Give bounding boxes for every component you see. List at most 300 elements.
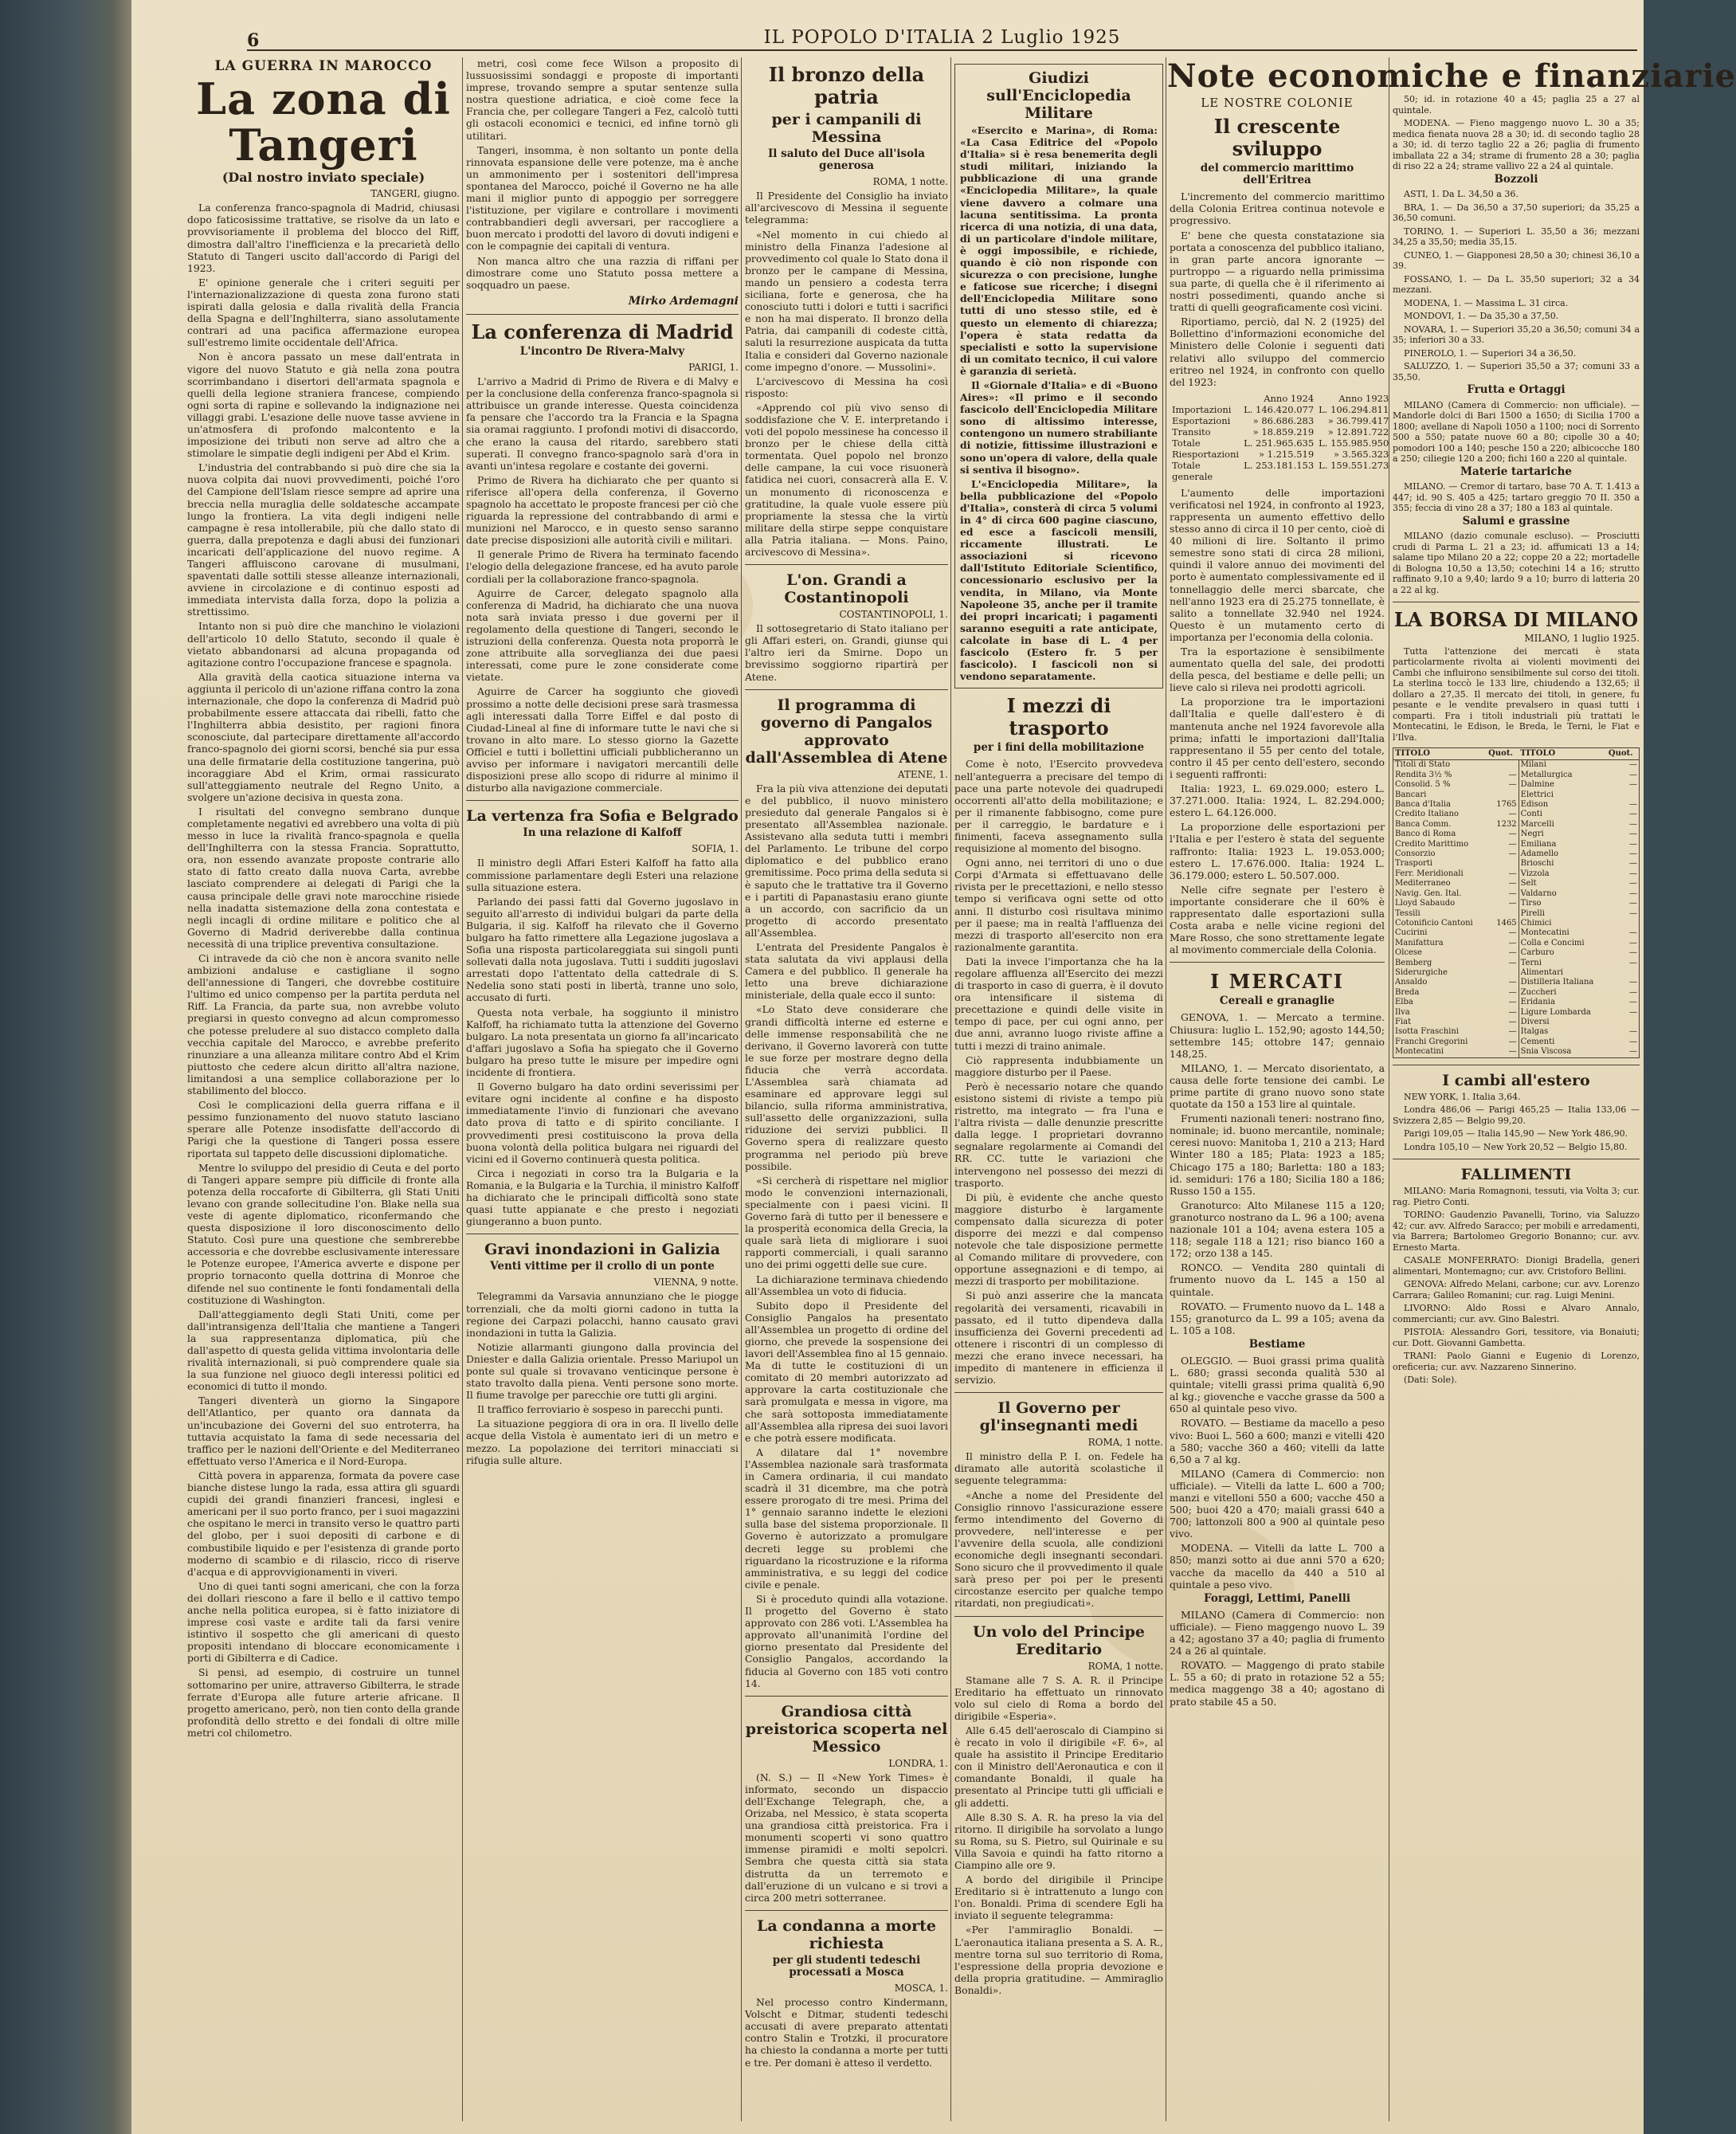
table-cell: Adamello bbox=[1520, 849, 1559, 859]
table-cell: — bbox=[1607, 1038, 1640, 1047]
table-cell: Fiat bbox=[1395, 1017, 1412, 1026]
table-cell: Ilva bbox=[1395, 1007, 1410, 1017]
section-subhead: Bestiame bbox=[1248, 1337, 1306, 1351]
page-number: 6 bbox=[247, 30, 260, 51]
paragraph: Tra la esportazione è sensibilmente aumentato quella del sale, dei prodotti della pesca, del bestiame e delle pelli; un lieve calo si rileva nei prodotti agricoli. bbox=[1170, 645, 1385, 694]
paragraph: MODENA. — Fieno maggengo nuovo L. 30 a 35; medica fienata nuova 28 a 30; id. di secondo taglio 28 a 30; id. di terzo taglio 22 a 26; paglia di frumento imballata 22 a 34; strame di frumento 28 a 30; paglia di riso 22 a 24; strame vallivo 22 a 24 al quintale. bbox=[1393, 118, 1640, 171]
paragraph: La proporzione tra le importazioni dall'Italia e quelle dall'estero è di mantenuta anche nel 1924 favorevole alla prima; infatti le importazioni dall'Italia rappresentano il 55 per cento del totale, contro il 45 per cento dell'estero, secondo i seguenti raffronti: bbox=[1170, 696, 1385, 780]
author-signature: Mirko Ardemagni bbox=[628, 294, 739, 308]
table-cell: Importazioni bbox=[1172, 403, 1232, 415]
table-cell: Marcelli bbox=[1520, 819, 1554, 829]
section-subhead: Frutta e Ortaggi bbox=[1467, 383, 1566, 396]
table-cell: — bbox=[1487, 998, 1519, 1007]
table-cell: Transito bbox=[1172, 426, 1211, 437]
paragraph: «Apprendo col più vivo senso di soddisfazione che V. E. interpretando i voti del popolo messinese ha concesso il bronzo per le chiese della città tormentata. Quel popolo nel bronzo delle campane, la cui voce risuonerà fatidica nei cuori, consacrerà alla E. V. un monumento di riconoscenza e gratitudine, la quale vuole essere più propriamente la stessa che la virtù militare della stirpe seppe conquistare alla Patria italiana. — Mons. Paino, arcivescovo di Messina». bbox=[745, 401, 948, 558]
paragraph: GENOVA: Alfredo Melani, carbone; cur. avv. Lorenzo Carrara; Galileo Romanini; cur. rag. Luigi Menini. bbox=[1393, 1279, 1640, 1300]
table-cell: — bbox=[1607, 800, 1640, 810]
table-cell: Italgas bbox=[1520, 1027, 1549, 1037]
table-cell: — bbox=[1607, 780, 1640, 790]
table-row bbox=[1393, 810, 1640, 819]
paragraph: ROVATO. — Bestiame da macello a peso vivo: Buoi L. 560 a 600; manzi e vitelli 420 a 580; vacche 360 a 460; vitelli da latte 6,50 a 7 al kg. bbox=[1170, 1417, 1385, 1465]
article-body bbox=[466, 375, 739, 794]
divider bbox=[745, 1910, 948, 1911]
table-row bbox=[1393, 909, 1640, 919]
article-headline-eritrea: Il crescente sviluppo bbox=[1213, 115, 1341, 161]
section-headline-mercati: I MERCATI bbox=[1210, 970, 1344, 994]
table-cell: » 18.859.219 bbox=[1252, 426, 1315, 437]
table-row bbox=[1170, 426, 1391, 437]
article-body bbox=[1170, 190, 1385, 388]
table-row bbox=[1393, 1047, 1640, 1057]
paragraph: Nelle cifre segnate per l'estero è importante considerare che il 60% è rappresentato dalle esportazioni sulla Costa araba e nelle vicine regioni del Mare Rosso, che sono strettamente legate al movimento commerciale della Colonia. bbox=[1170, 883, 1385, 956]
paragraph: L'entrata del Presidente Pangalos è stata salutata da vivi applausi della Camera e del pubblico. Il generale ha letto una breve dichiarazione ministeriale, della quale ecco il sunto: bbox=[745, 940, 948, 1002]
paragraph: BRA, 1. — Da 36,50 a 37,50 superiori; da 35,25 a 36,50 comuni. bbox=[1393, 202, 1640, 223]
paragraph: L'arcivescovo di Messina ha così risposto: bbox=[745, 375, 948, 399]
table-cell: Mediterraneo bbox=[1395, 879, 1451, 889]
paragraph: E' opinione generale che i criteri seguiti per l'internazionalizzazione di questa zona furono stati ispirati dalla gelosia e dalla rivalità della Francia della Spagna e dell'Inghilterra, siano assolutamente contrari ad una pacifica affermazione europea sull'estremo limite occidentale dell'Africa. bbox=[187, 276, 460, 349]
paragraph: Aguirre de Carcer, delegato spagnolo alla conferenza di Madrid, ha dichiarato che una nuova nota sarà inviata presso i due governi per il regolamento della questione di Tangeri, secondo le istruzioni della conferenza. Questa nota proporrà le zone attribuite alla sorveglianza dei due paesi interessati, come pure le zone considerate come vietate. bbox=[466, 586, 739, 684]
table-row bbox=[1393, 889, 1640, 899]
article-body bbox=[1170, 487, 1385, 956]
table-cell: — bbox=[1607, 928, 1640, 938]
table-row bbox=[1170, 449, 1391, 460]
table-cell: — bbox=[1487, 899, 1519, 908]
table-cell: Trasporti bbox=[1395, 859, 1432, 869]
article-body bbox=[466, 1290, 739, 1465]
table-header-cell: TITOLO bbox=[1519, 748, 1607, 760]
table-cell: Elba bbox=[1395, 998, 1413, 1007]
table-cell: Eridania bbox=[1520, 998, 1555, 1007]
article-subhead: per i campanili di Messina bbox=[771, 111, 922, 146]
table-cell: Siderurgiche bbox=[1395, 967, 1448, 977]
column-4 bbox=[954, 57, 1163, 2121]
table-cell: — bbox=[1607, 830, 1640, 839]
article-subhead: per gli studenti tedeschi processati a Mosca bbox=[772, 1953, 921, 1979]
table-cell: — bbox=[1607, 948, 1640, 958]
table-cell: Cementi bbox=[1520, 1037, 1555, 1046]
column-3 bbox=[745, 57, 948, 2121]
paragraph: NOVARA, 1. — Superiori 35,20 a 36,50; comuni 34 a 35; inferiori 30 a 33. bbox=[1393, 324, 1640, 345]
paragraph: Ogni anno, nei territori di uno o due Corpi d'Armata si effettuavano delle rivista per le precettazioni, e nello stesso tempo si verificava ogni sette od otto anni. Il disturbo così risultava minimo per il paese; ma in realtà l'affluenza dei mezzi di trasporto all'esercito non era razionalmente garantita. bbox=[954, 857, 1163, 953]
section-subhead: Salumi e grassine bbox=[1462, 514, 1570, 528]
article-body bbox=[954, 1674, 1163, 1996]
dateline: MILANO, 1 luglio 1925. bbox=[1524, 633, 1640, 644]
paragraph: MODENA. — Vitelli da latte L. 700 a 850; manzi sotto ai due anni 570 a 620; vacche da macello da 440 a 510 al quintale a peso vivo. bbox=[1170, 1542, 1385, 1591]
table-cell: Tirso bbox=[1520, 899, 1542, 908]
paragraph: MODENA, 1. — Massima L. 31 circa. bbox=[1404, 297, 1569, 308]
paragraph: Non manca altro che una razzia di riffani per dimostrare come uno Statuto possa mettere a soqquadro un paese. bbox=[466, 254, 739, 291]
table-cell: Manifattura bbox=[1395, 938, 1444, 947]
table-header-cell bbox=[1170, 393, 1241, 404]
divider bbox=[954, 1392, 1163, 1393]
table-cell: — bbox=[1487, 869, 1519, 879]
paragraph: Riportiamo, perciò, dal N. 2 (1925) del Bollettino d'informazioni economiche del Ministero delle Colonie i seguenti dati relativi allo sviluppo del commercio eritreo nel 1924, in confronto con quello del 1923: bbox=[1170, 316, 1385, 388]
article-headline-messico: Grandiosa città preistorica scoperta nel Messico bbox=[745, 1702, 948, 1755]
paragraph: Come è noto, l'Esercito provvedeva nell'anteguerra a precisare del tempo di pace una parte notevole dei quadrupedi occorrenti all'atto della mobilitazione; e per il rimanente fabbisogno, come pure per il carreggio, le bardature e i finimenti, faceva assegnamento sulla requisizione al momento del bisogno. bbox=[954, 758, 1163, 855]
article-subhead: (Dal nostro inviato speciale) bbox=[221, 170, 425, 186]
trade-table-body bbox=[1170, 404, 1391, 482]
table-cell: — bbox=[1607, 810, 1640, 819]
dateline: ROMA, 1 notte. bbox=[1087, 1437, 1163, 1449]
dateline: COSTANTINOPOLI, 1. bbox=[839, 609, 948, 621]
paragraph: Italia: 1923, L. 69.029.000; estero L. 37.271.000. Italia: 1924, L. 82.294.000; estero L. 64.126.000. bbox=[1170, 783, 1385, 819]
table-cell: Riesportazioni bbox=[1172, 448, 1240, 460]
table-cell: Lloyd Sabaudo bbox=[1395, 899, 1456, 908]
paragraph: Subito dopo il Presidente del Consiglio Pangalos ha presentato all'Assemblea un progetto di ordine del giorno, che prevede la sospensione dei lavori dell'Assemblea fino al 15 gennaio. Ma di tutte le costituzioni di un comitato di 20 membri autorizzato ad approvare la carta costituzionale che sarà promulgata e messa in vigore, ma che sarà sottoposta immediatamente all'Assemblea alla ripresa dei suoi lavori e che potrà essere modificata. bbox=[745, 1299, 948, 1444]
table-row bbox=[1393, 820, 1640, 830]
table-cell: — bbox=[1487, 830, 1519, 839]
paragraph: Dall'atteggiamento degli Stati Uniti, come per dall'intransigenza dell'Italia che mantiene a Tangeri la sua rappresentanza diplomatica, più che dall'aspetto di questa gelida vittima involontaria delle rivalità internazionali, si può comprendere quale sia la sua funzione nel giuoco degli interessi politici ed economici di tutto il mondo. bbox=[187, 1308, 460, 1393]
market-body bbox=[1170, 1011, 1385, 1336]
paragraph: «Nel momento in cui chiedo al ministro della Finanza l'adesione al provvedimento col quale lo Stato dona il bronzo per le campane di Messina, mando un pensiero a codesta terra siciliana, forte e generosa, che ha conosciuto tutti i dolori e tutti i sacrifici e non ha mai disperato. Il bronzo della Patria, dai campanili di codeste città, saluti la resurrezione auspicata da tutta Italia e consideri dal Governo nazionale come impegno d'onore. — Mussolini». bbox=[745, 228, 948, 373]
table-cell: — bbox=[1607, 978, 1640, 987]
table-cell: — bbox=[1607, 939, 1640, 948]
table-row bbox=[1393, 840, 1640, 849]
table-header-row bbox=[1393, 748, 1640, 760]
paragraph: La conferenza franco-spagnola di Madrid, chiusasi dopo faticosissime trattative, se risolve da un lato e provvisoriamente il problema del blocco del Riff, dimostra dall'altro l'inefficienza e la precarietà dello Statuto di Tangeri uscito dall'accordo di Parigi del 1923. bbox=[187, 202, 460, 274]
table-cell bbox=[1487, 968, 1519, 978]
table-cell: Valdarno bbox=[1520, 889, 1557, 898]
dateline: MOSCA, 1. bbox=[894, 1983, 948, 1994]
paragraph: Non è ancora passato un mese dall'entrata in vigore del nuovo Statuto e già nella zona poutra scorrimbandano i disertori dell'armata spagnola e quelli della legione straniera francese, compiendo ogni sorta di rapine e sollevando la indignazione nei villaggi grabi. L'esazione delle nuove tasse avviene in un'atmosfera di profondo malcontento e la imposizione dei tributi non serve ad altro che a stimolare le simpatie degli indigeni per Abd el Krim. bbox=[187, 351, 460, 460]
paragraph: L'aumento delle importazioni verificatosi nel 1924, in confronto al 1923, rappresenta un aumento effettivo dello stesso anno di circa il 10 per cento, cioè di 40 milioni di lire. Soltanto il primo semestre sono stati di circa 28 milioni, quindi il valore annuo dei movimenti del porto è aumentato complessivamente ed il tonnellaggio delle merci sbarcate, che nell'anno 1923 era di 25.275 tonnellate, è salito a tonnellate 32.940 nel 1924. Questo è un mutamento certo di importanza per l'economia della colonia. bbox=[1170, 486, 1385, 643]
table-cell: — bbox=[1607, 771, 1640, 780]
paragraph: FOSSANO, 1. — Da L. 35,50 superiori; 32 a 34 mezzani. bbox=[1393, 273, 1640, 295]
table-cell: — bbox=[1607, 1047, 1640, 1057]
paragraph: Di più, è evidente che anche questo maggiore disturbo è largamente compensato dalla sicurezza di poter disporre dei mezzi e dal compenso notevole che tale disposizione permette al Comando militare di provvedere, con opportune assegnazioni e di tempo, ai mezzi di trasporto per mobilitazione. bbox=[954, 1191, 1163, 1288]
table-cell: Breda bbox=[1395, 987, 1420, 997]
paragraph: Mentre lo sviluppo del presidio di Ceuta e del porto di Tangeri appare sempre più difficile di fronte alla potenza della roccaforte di Gibilterra, gli Stati Uniti levano con grande sollecitudine l'on. Blake nella sua veste di agente diplomatico, riconfermando che questa disposizione il loro disconoscimento dello Statuto. Così pure una questione che sembrerebbe accessoria e che dovrebbe esclusivamente interessare le Potenze europee, l'America avverte e dispone per proprio tornaconto quella dottrina di Monroe che difende nel suo continente le fonti fondamentali della costituzione di Washington. bbox=[187, 1161, 460, 1306]
table-row bbox=[1393, 998, 1640, 1007]
paragraph: A dilatare dal 1° novembre l'Assemblea nazionale sarà trasformata in Camera ordinaria, il cui mandato scadrà il 31 dicembre, ma che potrà essere prorogato di tre mesi. Prima del 1° gennaio saranno indette le elezioni sulla base del sistema proporzionale. Il Governo è autorizzato a promulgare decreti legge su problemi che riguardano la ricostruzione e la riforma amministrativa, e su leggi del codice civile e penale. bbox=[745, 1446, 948, 1591]
table-row bbox=[1393, 968, 1640, 978]
paragraph: I risultati del convegno sembrano dunque completamente negativi ed avrebbero una volta di più messo in luce la rivalità franco-spagnola e quella dell'Inghilterra con la stessa Francia. Soprattutto, ora, non essendo avanzate proposte contrarie allo stato di fatto creato dalla nuova Carta, avrebbe lasciato comprendere ai delegati di Parigi che la causa principale delle gravi note marocchine risiede nella inadatta sistemazione della zona contestata e negli incagli di ordine militare e politico che al Governo di Madrid deriverebbe dalla continua necessità di una triplice preventiva consultazione. bbox=[187, 805, 460, 950]
table-header-cell: Quot. bbox=[1607, 748, 1640, 760]
section-subhead: Materie tartariche bbox=[1460, 465, 1572, 478]
table-cell: — bbox=[1487, 978, 1519, 987]
section-headline-fallimenti: FALLIMENTI bbox=[1460, 1166, 1572, 1184]
article-subhead: In una relazione di Kalfoff bbox=[523, 826, 682, 840]
paragraph: Tangeri, insomma, è non soltanto un ponte della rinnovata espansione delle vere potenze, ma è anche un ammonimento per i sostenitori dell'impresa spontanea del Marocco, poiché il Governo ne ha alle mani il miglior punto di appoggio per sorreggere l'istituzione, per vigilare e controllare i movimenti contrabbandieri degli avversari, per raccogliere a buon mercato i prodotti del lavoro di dovuti indigeni e con le compagnie dei capitali di ventura. bbox=[466, 143, 739, 253]
table-cell: — bbox=[1607, 849, 1640, 859]
table-cell: — bbox=[1607, 869, 1640, 879]
paragraph: OLEGGIO. — Buoi grassi prima qualità L. 680; grassi seconda qualità 530 al quintale; vitelli grassi prima qualità 6,90 al kg.; giovenche e vacche grasse da 500 a 650 al quintale peso vivo. bbox=[1170, 1354, 1385, 1415]
divider bbox=[745, 564, 948, 565]
market-body bbox=[1393, 1186, 1640, 1386]
table-cell: — bbox=[1487, 1027, 1519, 1037]
paragraph: GENOVA, 1. — Mercato a termine. Chiusura: luglio L. 152,90; agosto 144,50; settembre 145; ottobre 147; gennaio 148,25. bbox=[1170, 1011, 1385, 1060]
article-headline-insegnanti: Il Governo per gl'insegnanti medi bbox=[979, 1399, 1138, 1435]
table-cell: — bbox=[1487, 928, 1519, 938]
table-row bbox=[1393, 1038, 1640, 1047]
table-cell: Banca d'Italia bbox=[1395, 800, 1451, 810]
table-cell: L. 251.965.635 bbox=[1244, 437, 1315, 449]
article-subhead: per i fini della mobilitazione bbox=[973, 741, 1145, 755]
table-cell: Montecatini bbox=[1395, 1047, 1444, 1057]
table-cell: Consorzio bbox=[1395, 849, 1436, 859]
table-cell: — bbox=[1607, 959, 1640, 968]
table-cell: Montecatini bbox=[1520, 928, 1569, 938]
article-subhead: L'incontro De Rivera-Malvy bbox=[519, 344, 685, 358]
dateline: VIENNA, 9 notte. bbox=[653, 1277, 739, 1289]
table-cell: Pirelli bbox=[1520, 908, 1545, 918]
paragraph: Il generale Primo de Rivera ha terminato facendo l'elogio della delegazione francese, ed ha avuto parole cordiali per la collaborazione franco-spagnola. bbox=[466, 548, 739, 585]
column-1 bbox=[187, 57, 460, 2121]
article-subhead: del commercio marittimo dell'Eritrea bbox=[1200, 162, 1354, 187]
table-row bbox=[1393, 1008, 1640, 1018]
table-cell: Elettrici bbox=[1520, 790, 1554, 799]
table-cell: Terni bbox=[1520, 958, 1542, 967]
table-cell: — bbox=[1487, 889, 1519, 899]
trade-table bbox=[1170, 393, 1391, 482]
paragraph: A bordo del dirigibile il Principe Ereditario si è intrattenuto a lungo con l'on. Bonaldi. Prima di scendere Egli ha inviato il seguente telegramma: bbox=[954, 1873, 1163, 1922]
table-cell: — bbox=[1487, 810, 1519, 819]
table-row bbox=[1393, 771, 1640, 780]
table-cell: Zuccheri bbox=[1520, 987, 1557, 997]
dateline: SOFIA, 1. bbox=[692, 843, 739, 855]
paragraph: L'«Enciclopedia Militare», la bella pubblicazione del «Popolo d'Italia», consterà di circa 5 volumi in 4° di circa 600 pagine ciascuno, ed esce a fascicoli mensili, riccamente illustrati. Le associazioni si ricevono dall'Istituto Editoriale Scientifico, concessionario esclusivo per la vendita, in Milano, via Monte Napoleone 35, anche per il tramite dei propri incaricati; i pagamenti saranno eseguiti a rate anticipate, calcolate in base di L. 4 per fascicolo (Estero fr. 5 per fascicolo). I fascicoli non si vendono separatamente. bbox=[960, 477, 1158, 683]
table-cell: Vizzola bbox=[1520, 869, 1550, 878]
table-cell: Cotonificio Cantoni bbox=[1395, 918, 1473, 928]
table-row bbox=[1393, 939, 1640, 948]
table-cell: — bbox=[1607, 988, 1640, 998]
table-cell: — bbox=[1487, 780, 1519, 790]
article-body: Tutta l'attenzione dei mercati è stata particolarmente rivolta ai violenti movimenti dei Cambi che influirono sensibilmente sul corso dei titoli. La sterlina toccò le 133 lire, chiudendo a 132,65; il dollaro a 27,35. Il mercato dei titoli, in genere, fu pesante e le vendite prevalsero in quasi tutti i comparti. Fra i titoli industriali più trattati le Montecatini, le Edison, le Breda, le Terni, le Fiat e l'Ilva. bbox=[1393, 645, 1640, 743]
article-body: (N. S.) — Il «New York Times» è informato, secondo un dispaccio dell'Exchange Telegraph, che, a Orizaba, nel Messico, è stata scoperta una grandiosa città preistorica. Fra i monumenti scoperti vi sono quattro immense piramidi e molti sepolcri. Sembra che questa città sia stata distrutta da un terremoto e dall'eruzione di un vulcano e si trovi a circa 200 metri sotterranee. bbox=[745, 1771, 948, 1904]
paragraph: «Per l'ammiraglio Bonaldi. — L'aeronautica italiana presenta a S. A. R., mentre torna sul suo territorio di Roma, l'espressione della propria devozione e della propria gratitudine. — Ammiraglio Bonaldi». bbox=[954, 1924, 1163, 1996]
table-cell: Bemberg bbox=[1395, 958, 1432, 967]
table-cell: Dalmine bbox=[1520, 780, 1554, 790]
table-cell: — bbox=[1607, 899, 1640, 908]
table-header-cell: Quot. bbox=[1487, 748, 1519, 760]
table-row bbox=[1393, 869, 1640, 879]
paragraph: Alle 8.30 S. A. R. ha preso la via del ritorno. Il dirigibile ha sorvolato a lungo su Roma, su S. Pietro, sul Quirinale e su Villa Savoia e quindi ha fatto ritorno a Ciampino alle ore 9. bbox=[954, 1810, 1163, 1871]
divider bbox=[745, 1696, 948, 1697]
table-cell: Banca Comm. bbox=[1395, 819, 1452, 829]
table-cell: Snia Viscosa bbox=[1520, 1047, 1572, 1057]
paragraph: RONCO. — Vendita 280 quintali di frumento nuovo da L. 145 a 150 al quintale. bbox=[1170, 1261, 1385, 1298]
paragraph: Londra 486,06 — Parigi 465,25 — Italia 133,06 — Svizzera 2,85 — Belgio 99,20. bbox=[1393, 1104, 1640, 1126]
article-body: Nel processo contro Kindermann, Volscht e Ditmar, studenti tedeschi accusati di avere preparato attentati contro Stalin e Trotzki, il procuratore ha chiesto la condanna a morte per tutti e tre. Per domani è atteso il verdetto. bbox=[745, 1996, 948, 2069]
table-row bbox=[1170, 437, 1391, 449]
paragraph: Intanto non si può dire che manchino le violazioni dell'articolo 10 dello Statuto, secondo il quale è vietato abbandonarsi ad alcuna propaganda od agitazione contro l'occupazione francese e spagnola. bbox=[187, 620, 460, 669]
paragraph: Si pensi, ad esempio, di costruire un tunnel sottomarino per unire, attraverso Gibilterra, le strade ferrate d'Europa alle future arterie africane. Il progetto americano, però, non tien conto della grande profondità dello stretto e dei fondali di oltre mille metri col chilometro. bbox=[187, 1666, 460, 1739]
paragraph: Il ministro della P. I. on. Fedele ha diramato alle autorità scolastiche il seguente telegramma: bbox=[954, 1450, 1163, 1487]
table-row bbox=[1393, 849, 1640, 859]
divider bbox=[745, 689, 948, 690]
table-header-cell: TITOLO bbox=[1393, 748, 1487, 760]
article-body bbox=[960, 124, 1158, 682]
section-headline-cambi: I cambi all'estero bbox=[1442, 1071, 1590, 1089]
dateline: TANGERI, giugno. bbox=[370, 188, 460, 200]
section-headline-economia: Note economiche e finanziarie bbox=[1167, 57, 1736, 95]
table-header-row bbox=[1170, 393, 1391, 404]
table-cell: Tessili bbox=[1395, 908, 1421, 918]
market-body bbox=[1393, 189, 1640, 382]
table-row bbox=[1393, 919, 1640, 928]
dateline: LONDRA, 1. bbox=[888, 1757, 948, 1769]
paragraph: TORINO: Gaudenzio Pavanelli, Torino, via Saluzzo 42; cur. avv. Alfredo Saracco; per mobili e arredamenti, via Barrera; Bartolomeo Gregorio Bonanno; cur. avv. Ernesto Marta. bbox=[1393, 1210, 1640, 1253]
table-cell: Ferr. Meridionali bbox=[1395, 869, 1464, 878]
table-cell: Rendita 3½ % bbox=[1395, 770, 1452, 779]
paragraph: metri, così come fece Wilson a proposito di lussuosissimi sondaggi e proposte di importanti imprese, trovando sempre a sputar sentenze sulla nostra questione adriatica, e cioè come fece la Francia che, per collegare Tangeri a Fez, calcolò tutti gli ostacoli economici e tecnici, ed infine tornò gli utilitari. bbox=[466, 57, 739, 142]
table-cell bbox=[1487, 790, 1519, 800]
paragraph: Frumenti nazionali teneri: nostrano fino, nominale; id. buono mercantile, nominale; ceresi nuovo: Manitoba 1, 210 a 213; Hard Winter 180 a 185; Plata: 1923 a 185; Chicago 175 a 180; Barletta: 180 a 183; id. semiduri: 176 a 180; Sicilia 180 a 186; Russo 150 a 155. bbox=[1170, 1112, 1385, 1197]
paragraph: L'incremento del commercio marittimo della Colonia Eritrea continua notevole e progressivo. bbox=[1170, 190, 1385, 227]
paragraph: Si è proceduto quindi alla votazione. Il progetto del Governo è stato approvato con 286 voti. L'Assemblea ha approvato all'unanimità l'ordine del giorno presentato dal Presidente del Consiglio Pangalos, accordando la fiducia al Governo con 185 voti contro 14. bbox=[745, 1592, 948, 1689]
table-cell: — bbox=[1487, 879, 1519, 889]
table-cell: Ligure Lombarda bbox=[1520, 1007, 1591, 1017]
paragraph: «Esercito e Marina», di Roma: «La Casa Editrice del «Popolo d'Italia» si è resa benemerita degli studi militari, iniziando la pubblicazione di una grande «Enciclopedia Militare», la quale viene davvero a colmare una lacuna sentitissima. La pronta ricerca di una notizia, di una data, di un particolare d'indole militare, è oggi impossibile, e richiede, quando è ciò non risponde con sicurezza o con precisione, lunghe e faticose sue ricerche; i disegni dell'Enciclopedia Militare sono tutti di uno stesso stile, ed è questo un elemento di chiarezza; l'opera è stata redatta da specialisti e sotto la supervisione di un comitato tecnico, il cui valore è garanzia di serietà. bbox=[960, 124, 1158, 377]
enciclopedia-box bbox=[954, 64, 1163, 688]
table-cell: » 3.565.323 bbox=[1334, 448, 1389, 460]
table-cell: — bbox=[1607, 820, 1640, 830]
article-headline-galizia: Gravi inondazioni in Galizia bbox=[484, 1241, 720, 1259]
table-cell: Esportazioni bbox=[1172, 414, 1231, 426]
masthead bbox=[247, 3, 1637, 51]
paragraph: MILANO: Maria Romagnoni, tessuti, via Volta 3; cur. rag. Pietro Conti. bbox=[1393, 1186, 1640, 1207]
table-cell: Negri bbox=[1520, 830, 1544, 839]
paragraph: Granoturco: Alto Milanese 115 a 120; granoturco nostrano da L. 96 a 100; avena nazionale 101 a 104; avena estera 105 a 118; segale 118 a 121; riso bianco 160 a 172; orzo 138 a 145. bbox=[1170, 1198, 1385, 1260]
table-cell: — bbox=[1607, 840, 1640, 849]
table-row bbox=[1393, 1018, 1640, 1027]
table-cell: — bbox=[1487, 849, 1519, 859]
paragraph: Ciò rappresenta indubbiamente un maggiore disturbo per il Paese. bbox=[954, 1053, 1163, 1078]
paragraph: La dichiarazione terminava chiedendo all'Assemblea un voto di fiducia. bbox=[745, 1273, 948, 1297]
table-cell: — bbox=[1607, 859, 1640, 869]
column-rule bbox=[950, 57, 951, 2121]
newspaper-title: IL POPOLO D'ITALIA 2 Luglio 1925 bbox=[763, 27, 1121, 48]
table-cell: L. 106.294.811 bbox=[1319, 403, 1389, 415]
table-row bbox=[1393, 1027, 1640, 1037]
article-headline-principe: Un volo del Principe Ereditario bbox=[973, 1622, 1145, 1658]
newspaper-page bbox=[131, 0, 1736, 2134]
dateline: ATENE, 1. bbox=[897, 768, 948, 780]
table-cell bbox=[1487, 909, 1519, 919]
paragraph: ROVATO. — Frumento nuovo da L. 148 a 155; granoturco da L. 99 a 105; avena da L. 105 a 108. bbox=[1170, 1300, 1385, 1336]
table-cell bbox=[1607, 790, 1640, 800]
paragraph: Parigi 109,05 — Italia 145,90 — New York 486,90. bbox=[1404, 1128, 1628, 1140]
paragraph: MILANO, 1. — Mercato disorientato, a causa delle forte tensione dei cambi. Le prime partite di grano nuovo sono state quotate da 150 a 153 lire al quintale. bbox=[1170, 1061, 1385, 1111]
section-subhead: Cereali e granaglie bbox=[1219, 994, 1335, 1008]
article-headline-madrid: La conferenza di Madrid bbox=[471, 320, 734, 343]
paragraph: Dati la invece l'importanza che ha la regolare affluenza all'Esercito dei mezzi di trasporto in caso di guerra, è il dovuto ora intensificare il sistema di precettazione e quindi delle visite in tempo di pace, per cui ogni anno, per due anni, avranno luogo riviste affine a tutti i mezzi di traino animale. bbox=[954, 955, 1163, 1052]
table-cell: — bbox=[1487, 771, 1519, 780]
table-cell: — bbox=[1487, 1047, 1519, 1057]
table-cell: — bbox=[1607, 998, 1640, 1007]
table-row bbox=[1393, 780, 1640, 790]
article-body bbox=[954, 758, 1163, 1386]
dateline: PARIGI, 1. bbox=[688, 361, 739, 373]
paragraph: Il ministro degli Affari Esteri Kalfoff ha fatto alla commissione parlamentare degli Esteri una relazione sulla situazione estera. bbox=[466, 857, 739, 893]
paragraph: MONDOVI, 1. — Da 35,30 a 37,50. bbox=[1404, 311, 1559, 321]
table-row bbox=[1393, 959, 1640, 968]
table-cell: » 1.215.519 bbox=[1258, 448, 1315, 460]
table-cell: — bbox=[1607, 909, 1640, 919]
article-body-continued bbox=[466, 57, 739, 291]
table-row bbox=[1393, 899, 1640, 908]
table-row bbox=[1393, 859, 1640, 869]
paragraph: Questa nota verbale, ha soggiunto il ministro Kalfoff, ha richiamato tutta la attenzione del Governo bulgaro. La nota presentata un giorno fa all'incaricato d'affari jugoslavo a Sofia ha spiegato che il Governo bulgaro ha preso tutte le misure per impedire ogni incidente di frontiera. bbox=[466, 1006, 739, 1079]
paragraph: MILANO (Camera di Commercio: non ufficiale). — Vitelli da latte L. 600 a 700; manzi e vitelloni 550 a 600; vacche 450 a 500; buoi 420 a 470; maiali grassi 640 a 700; lattonzoli 800 a 900 al quintale peso vivo. bbox=[1170, 1467, 1385, 1540]
table-row bbox=[1393, 800, 1640, 810]
dateline: ROMA, 1 notte. bbox=[872, 176, 948, 188]
paragraph: L'industria del contrabbando si può dire che sia la nuova colpita dai nuovi provvedimenti, poiché l'oro del Campione dell'Islam riesce sempre ad aprire una breccia nella muraglia delle soldatesche accampate lungo la frontiera. La vita degli indigeni nelle campagne è resa intollerabile, più che dallo stato di guerra, dalla prepotenza e dagli abusi dei funzionari incaricati dell'applicazione del nuovo regime. A Tangeri affluiscono carovane di musulmani, spaventati dalle sottili stesse alleanze internazionali, avviene in circolazione e di continuo esposti ad immediata intervista dalla forza, dopo la polizia a strettissimo. bbox=[187, 461, 460, 618]
table-cell bbox=[1607, 919, 1640, 928]
table-cell: Cucirini bbox=[1395, 928, 1428, 938]
table-cell: — bbox=[1487, 1038, 1519, 1047]
table-cell: » 86.686.283 bbox=[1252, 414, 1315, 426]
column-rule bbox=[741, 57, 742, 2121]
table-cell: — bbox=[1607, 760, 1640, 771]
table-cell: Credito Italiano bbox=[1395, 810, 1459, 819]
book-binding bbox=[0, 0, 131, 2134]
table-cell: » 36.799.417 bbox=[1327, 414, 1389, 426]
article-body bbox=[466, 857, 739, 1227]
paragraph: Alle 6.45 dell'aeroscalo di Ciampino si è recato in volo il dirigibile «F. 6», al quale ha assistito il Principe Ereditario con il Ministro dell'Aeronautica e con il comandante Bonaldi, il quale ha presentato al Principe tutti gli ufficiali e gli addetti. bbox=[954, 1724, 1163, 1809]
article-body: Il sottosegretario di Stato italiano per gli Affari esteri, on. Grandi, giunse qui l'altro ieri da Smirne. Dopo un brevissimo soggiorno ripartirà per Atene. bbox=[745, 622, 948, 683]
table-cell: Edison bbox=[1520, 800, 1549, 810]
table-cell: Emiliana bbox=[1520, 839, 1557, 849]
market-body: MILANO. — Cremor di tartaro, base 70 A. T. 1.413 a 447; id. 90 S. 405 a 425; tartaro greggio 70 II. 350 a 355; feccia di vino 28 a 37; 180 a 183 al quintale. bbox=[1393, 481, 1640, 513]
table-cell: Consolid. 5 % bbox=[1395, 780, 1451, 790]
table-cell: Metallurgica bbox=[1520, 770, 1573, 779]
table-cell: — bbox=[1487, 840, 1519, 849]
table-cell: — bbox=[1487, 1008, 1519, 1018]
table-row bbox=[1393, 978, 1640, 987]
paragraph: CASALE MONFERRATO: Dionigi Bradella, generi alimentari, Montemagno; cur. avv. Cristoforo Bellini. bbox=[1393, 1255, 1640, 1277]
table-cell: Credito Marittimo bbox=[1395, 839, 1469, 849]
stock-table-body bbox=[1393, 760, 1640, 1057]
paragraph: Il «Giornale d'Italia» e di «Buono Aires»: «Il primo e il secondo fascicolo dell'Enciclopedia Militare sono di altissimo interesse, contengono un numero strabiliante di notizie, fittissime illustrazioni e sono un'opera di valore, della quale si sentiva il bisogno». bbox=[960, 379, 1158, 476]
paragraph: Si può anzi asserire che la mancata regolarità dei versamenti, ricavabili in passato, ed il tutto dipendeva dalla insufficienza dei Governi precedenti ad ottenere i riscontri di un complesso di mezzi che erano invece necessari, ha impedito di mantenere in efficienza il servizio. bbox=[954, 1289, 1163, 1387]
table-cell: Chimici bbox=[1520, 918, 1552, 928]
table-cell: — bbox=[1487, 939, 1519, 948]
paragraph: Il traffico ferroviario è sospeso in parecchi punti. bbox=[477, 1403, 723, 1416]
paragraph: CUNEO, 1. — Giapponesi 28,50 a 30; chinesi 36,10 a 39. bbox=[1393, 249, 1640, 271]
paragraph: La situazione peggiora di ora in ora. Il livello delle acque della Vistola è aumentato ieri di un metro e mezzo. La popolazione dei territori minacciati si rifugia sulle alture. bbox=[466, 1418, 739, 1466]
paragraph: Notizie allarmanti giungono dalla provincia del Dniester e dalla Galizia orientale. Presso Mariupol un ponte sul quale si trovavano venticinque persone è stato travolto dalla piena. Venti persone sono morte. Il fiume travolge per parecchie ore tutti gli argini. bbox=[466, 1340, 739, 1402]
section-subhead: Foraggi, Lettimi, Panelli bbox=[1204, 1591, 1350, 1605]
table-cell: L. 146.420.077 bbox=[1244, 403, 1315, 415]
article-headline-sofia: La vertenza fra Sofia e Belgrado bbox=[466, 807, 739, 826]
table-cell: — bbox=[1487, 1018, 1519, 1027]
table-cell: 1232 bbox=[1487, 820, 1519, 830]
table-cell: Banco di Roma bbox=[1395, 830, 1456, 839]
article-headline-pangalos: Il programma di governo di Pangalos approvato dall'Assemblea di Atene bbox=[745, 696, 948, 767]
table-cell: — bbox=[1607, 879, 1640, 889]
paragraph: MILANO (Camera di Commercio: non ufficiale). — Fieno maggengo nuovo L. 39 a 42; agostano 37 a 40; paglia di frumento 24 a 26 al quintale. bbox=[1170, 1608, 1385, 1657]
table-cell: Franchi Gregorini bbox=[1395, 1037, 1468, 1046]
table-cell bbox=[1487, 859, 1519, 869]
table-cell: L. 159.551.273 bbox=[1319, 459, 1389, 471]
table-cell bbox=[1607, 1018, 1640, 1027]
table-header-cell: Anno 1924 bbox=[1264, 392, 1315, 404]
table-cell: L. 253.181.153 bbox=[1244, 459, 1315, 471]
table-cell: Ansaldo bbox=[1395, 978, 1428, 987]
article-headline-enciclopedia: Giudizi sull'Enciclopedia Militare bbox=[986, 69, 1131, 122]
table-row bbox=[1393, 928, 1640, 938]
table-cell: — bbox=[1607, 889, 1640, 899]
table-cell: Bancari bbox=[1395, 790, 1427, 799]
paragraph: Fra la più viva attenzione dei deputati e del pubblico, il nuovo ministero presieduto dal generale Pangalos si è presentato all'Assemblea nazionale. Assistevano alla seduta tutti i membri del Parlamento. Le tribune del corpo diplomatico e del pubblico erano gremitissime. Poco prima della seduta si è saputo che le trattative tra il Governo e i partiti di Papanastasiu erano giunte a un accordo, con sacrificio da un progetto di accordo presentato all'Assemblea. bbox=[745, 782, 948, 939]
paragraph: Circa i negoziati in corso tra la Bulgaria e la Romania, e la Bulgaria e la Turchia, il ministro Kalfoff ha dichiarato che le principali difficoltà sono state quasi tutte appianate e che presto i negoziati giungeranno a buon punto. bbox=[466, 1167, 739, 1228]
market-body-continued bbox=[1393, 94, 1640, 172]
article-body bbox=[745, 783, 948, 1689]
table-cell: Navig. Gen. Ital. bbox=[1395, 889, 1462, 898]
table-cell: Isotta Fraschini bbox=[1395, 1027, 1459, 1037]
article-headline-bronzo: Il bronzo della patria bbox=[768, 63, 925, 108]
